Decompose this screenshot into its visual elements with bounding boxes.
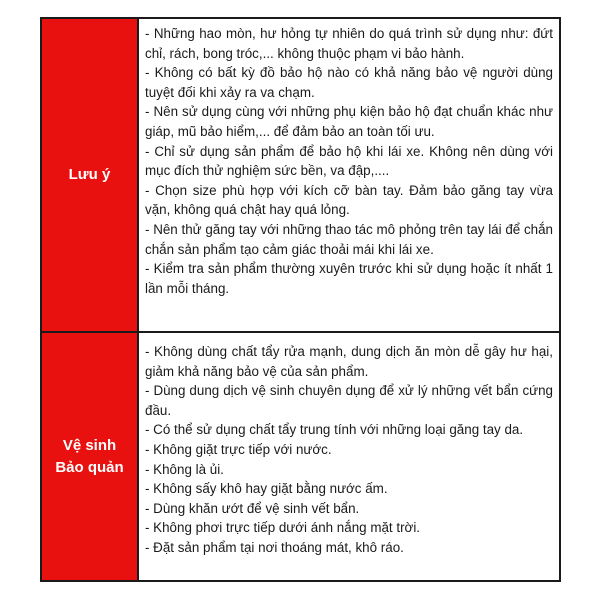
list-item: - Nên thử găng tay với những thao tác mô phỏng trên tay lái để chắn chắn sản phẩm tạo cảm giác thoải mái khi lái xe. (145, 221, 553, 257)
list-item: - Dùng dung dịch vệ sinh chuyên dụng để xử lý những vết bẩn cứng đầu. (145, 383, 553, 418)
section-header-ve-sinh-bao-quan (42, 333, 139, 580)
list-item: - Nên sử dụng cùng với những phụ kiện bảo hộ đạt chuẩn khác như giáp, mũ bảo hiểm,... để đảm bảo an toàn tối ưu. (145, 104, 553, 139)
section-content-luu-y (139, 19, 559, 333)
list-item: - Không phơi trực tiếp dưới ánh nắng mặt trời. (145, 520, 421, 536)
list-item: - Có thể sử dụng chất tẩy trung tính với những loại găng tay da. (145, 422, 524, 438)
info-table (40, 17, 561, 582)
list-item: - Không dùng chất tẩy rửa mạnh, dung dịch ăn mòn dễ gây hư hại, giảm khả năng bảo vệ của sản phẩm. (145, 344, 553, 379)
list-item: - Không sấy khô hay giặt bằng nước ấm. (145, 481, 388, 497)
list-item: - Không là ủi. (145, 461, 224, 477)
list-item: - Đặt sản phẩm tại nơi thoáng mát, khô ráo. (145, 539, 404, 555)
list-item: - Không giặt trực tiếp với nước. (145, 441, 332, 457)
list-item: - Kiểm tra sản phẩm thường xuyên trước khi sử dụng hoặc ít nhất 1 lần mỗi tháng. (145, 261, 553, 296)
section-content-ve-sinh-bao-quan (139, 333, 559, 580)
section-title-line: Lưu ý (68, 166, 111, 183)
list-item: - Những hao mòn, hư hỏng tự nhiên do quá trình sử dụng như: đứt chỉ, rách, bong tróc,... không thuộc phạm vi bảo hành. (145, 26, 553, 61)
section-header-luu-y (42, 19, 139, 333)
list-item: - Chỉ sử dụng sản phẩm để bảo hộ khi lái xe. Không nên dùng với mục đích thử nghiệm sức bền, va đập,.... (145, 143, 553, 179)
section-title-line: Bảo quản (55, 458, 124, 476)
list-item: - Dùng khăn ướt để vệ sinh vết bẩn. (145, 500, 360, 516)
list-item: - Chọn size phù hợp với kích cỡ bàn tay. Đảm bảo găng tay vừa vặn, không quá chật hay quá lỏng. (145, 182, 553, 218)
section-title-line: Vệ sinh (62, 436, 117, 454)
list-item: - Không có bất kỳ đồ bảo hộ nào có khả năng bảo vệ người dùng tuyệt đối khi xảy ra va chạm. (145, 65, 553, 100)
